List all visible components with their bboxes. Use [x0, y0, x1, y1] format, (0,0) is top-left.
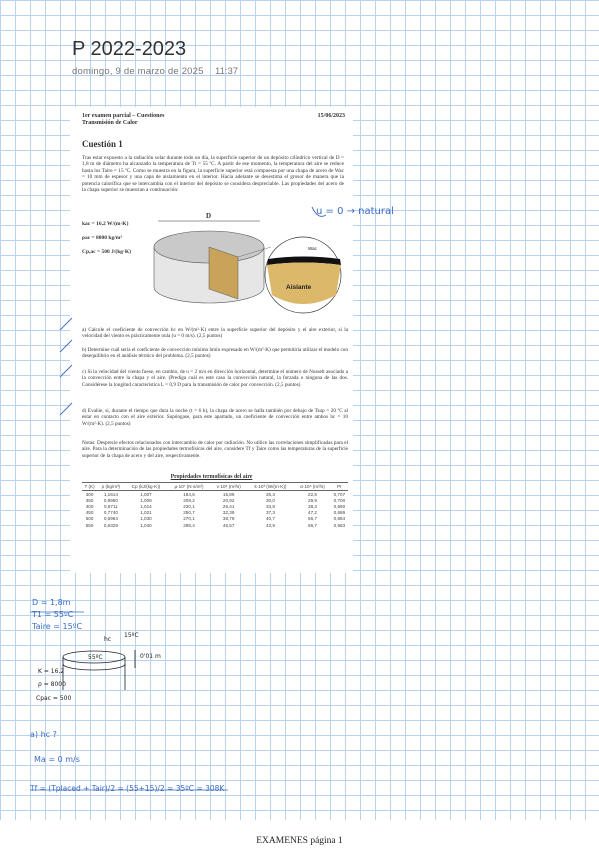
cell: 400 [85, 503, 94, 509]
sketch-air-temp: 15ºC [124, 632, 139, 639]
cell: 26,3 [265, 491, 275, 497]
sketch-thickness: 0'01 m [140, 653, 161, 660]
sketch-hc-label: hc [104, 636, 112, 643]
cell: 208,2 [183, 497, 195, 503]
exam-header-line2: Transmisión de Calor [82, 120, 138, 126]
cell: 20,92 [222, 497, 235, 503]
cell: 66,7 [308, 522, 317, 528]
col-cp: Cp (kJ/(kg·K)) [125, 483, 168, 491]
sketch-plate-line [63, 664, 125, 670]
cell: 45,57 [222, 522, 235, 528]
col-k: k·10³ (W/(m·K)) [247, 483, 295, 491]
cell: 0,9950 [103, 497, 118, 503]
exam-notes: Notas: Desprecie efectos relacionados con intercambio de calor por radiación. No utilice las correlaciones simplificadas para el aire. Para la determinación de las propiedades termofísicas del aire, considere Tf y Taire como las temperaturas de la superficie superior de la chapa de acero y del aire, respectivamente. [82, 440, 348, 459]
given-taire: Taire = 15ºC [32, 622, 83, 631]
property-k: kac = 16,2 W/(m·K) [82, 221, 129, 227]
cell: 56,7 [308, 516, 317, 522]
cell: 0,8711 [104, 503, 118, 509]
property-cp: Cp,ac = 500 J/(kg·K) [82, 249, 131, 255]
cell: 47,2 [308, 510, 317, 516]
cell: 43,9 [265, 522, 275, 528]
cell: 350 [85, 497, 94, 503]
cell: 1,021 [140, 510, 152, 516]
cell: 40,7 [265, 516, 275, 522]
cell: 32,39 [222, 510, 235, 516]
question-d: d) Evalúe, si, durante el tiempo que dura la noche (t = 6 h), la chapa de acero se halla también por debajo de Tsup = 20 ºC al estar en contacto con el aire exterior. Supóngase, para este apartado, un coeficiente de convección entre ambos hc = 10 W/(m²·K). (2,5 puntos) [82, 408, 348, 427]
page-footer: EXAMENES página 1 [256, 836, 343, 846]
col-nu: ν·10⁶ (m²/s) [211, 483, 247, 491]
question-b: b) Determine cuál sería el coeficiente de convección mínimo hmin expresado en W/(m²·K) que permitiría utilizar el modelo con desequilibrio en el análisis térmico del problema. (2,5 puntos) [82, 347, 348, 360]
col-mu: μ·10⁷ (N·s/m²) [167, 483, 210, 491]
question-title: Cuestión 1 [82, 139, 123, 149]
cell: 30,0 [265, 497, 275, 503]
cell: 230,1 [183, 503, 195, 509]
thickness-label: Wac [308, 246, 317, 251]
cell: 22,5 [308, 491, 317, 497]
cell: 0,6329 [103, 522, 118, 528]
cell: 270,1 [183, 516, 195, 522]
cell: 1,030 [140, 516, 152, 522]
question-c: c) Si la velocidad del viento fuese, en cambio, de u = 2 m/s en dirección horizontal, determine el número de Nusselt asociado a la convección entre la chapa y el aire. (Prediga cuál es este caso la convección natural, la forzada o ninguna de las dos. Considérese la longitud característica L = 0,9 D para la transmisión de calor por convección. (2,5 puntos) [82, 369, 348, 388]
cell: 1,1614 [103, 491, 118, 497]
given-diameter: D = 1,8m [32, 598, 71, 607]
check-mark-c [60, 365, 72, 377]
cell: 300 [85, 491, 94, 497]
cell: 0,6964 [103, 516, 118, 522]
sketch-plate-temp: 55ºC [88, 654, 103, 661]
sketch-k: K = 16,2 [38, 668, 65, 675]
cell: 0,707 [333, 491, 346, 497]
cell: 26,41 [222, 503, 235, 509]
col-T: T (K) [82, 483, 97, 491]
wind-speed: Ma = 0 m/s [34, 755, 80, 764]
exam-header-line1: 1er examen parcial – Cuestiones [82, 113, 165, 119]
question-a: a) Calcule el coeficiente de convección hc en W/(m²·K) entre la superficie superior del depósito y el aire exterior, si la velocidad del viento es prácticamente nula (u = 0 m/s). (2,5 puntos) [82, 327, 348, 340]
cell: 250,7 [183, 510, 195, 516]
col-alpha: α·10⁶ (m²/s) [294, 483, 331, 491]
cell: 0,683 [333, 522, 346, 528]
col-rho: ρ (kg/m³) [97, 483, 125, 491]
property-rho: ρac = 8000 kg/m³ [82, 235, 122, 241]
check-mark-b [60, 340, 72, 352]
cell: 184,6 [183, 491, 195, 497]
cell: 33,8 [265, 503, 275, 509]
col-Pr: Pr [331, 483, 348, 491]
sketch-cp: Cpac = 500 [36, 695, 72, 702]
cell: 38,3 [308, 503, 317, 509]
cell: 0,684 [333, 516, 346, 522]
exam-header-date: 15/06/2023 [317, 113, 345, 119]
cell: 29,9 [308, 497, 317, 503]
cell: 550 [85, 522, 94, 528]
cell: 37,3 [265, 510, 275, 516]
given-t1: T1 = 55ºC [32, 610, 74, 619]
cell: 1,009 [140, 497, 152, 503]
cell: 450 [85, 510, 94, 516]
part-a-heading: a) hc ? [30, 730, 57, 739]
diameter-label: D [206, 212, 212, 220]
cell: 0,700 [333, 497, 346, 503]
question-intro: Tras estar expuesto a la radiación solar durante todo un día, la superficie superior de un depósito cilíndrico vertical de D = 1,8 m de diámetro ha alcanzado la temperatura de Tt = 55 ºC. A partir de ese momento, la temperatura del aire se reduce hasta los Taire = 15 ºC. Como se muestra en la figura, la superficie superior está compuesta por una chapa de acero de Wac = 10 mm de espesor y una capa de aislamiento en el interior. Hacia adelante se desestima el grosor de manera que la potencia calorífica que se intercambia con el interior del depósito se considera despreciable. Las propiedades del acero de la chapa superior se muestran a continuación: [82, 155, 344, 194]
cell: 1,040 [140, 522, 152, 528]
page-date: domingo, 9 de marzo de 2025 [72, 66, 204, 77]
check-mark-a [60, 318, 72, 330]
cell: 0,690 [333, 503, 346, 509]
page-title: P 2022-2023 [72, 38, 187, 60]
cell: 288,4 [183, 522, 195, 528]
cell: 500 [85, 516, 94, 522]
cell: 0,7740 [103, 510, 118, 516]
film-temperature-formula: Tf = (Tplaced + Tair)/2 = (55+15)/2 = 35ºC = 308K [30, 784, 225, 793]
cell: 0,686 [333, 510, 346, 516]
cell: 1,007 [140, 491, 152, 497]
insulation-label: Aislante [286, 284, 312, 291]
sketch-rho: ρ = 8000 [38, 681, 66, 688]
check-mark-d [60, 403, 72, 415]
table-title: Propiedades termofísicas del aire [170, 474, 253, 480]
annotation-natural-convection: u = 0 → natural [316, 206, 394, 217]
page-time: 11:37 [215, 66, 239, 77]
cell: 38,79 [222, 516, 235, 522]
cell: 1,014 [140, 503, 152, 509]
cell: 15,89 [222, 491, 235, 497]
